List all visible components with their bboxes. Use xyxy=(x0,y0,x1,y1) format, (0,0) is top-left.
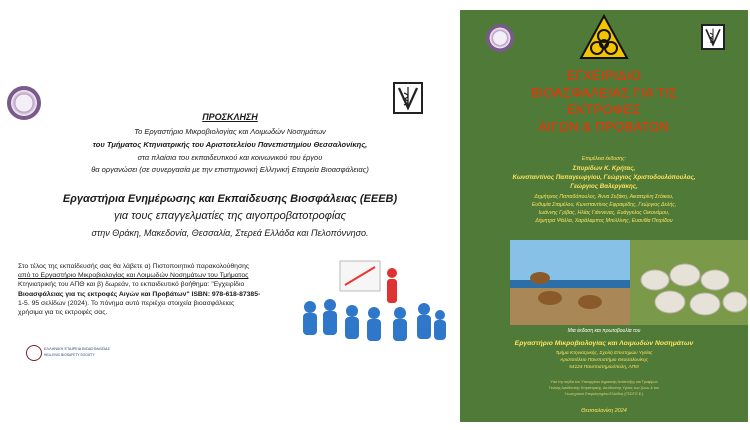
book-cover xyxy=(460,10,748,422)
cover-title-line-4: ΑΙΓΩΝ & ΠΡΟΒΑΤΩΝ xyxy=(538,119,670,134)
invitation-line-2: του Τμήματος Κτηνιατρικής του Αριστοτελείου Πανεπιστημίου Θεσσαλονίκης, xyxy=(92,140,368,149)
society-name-en: HELLENIC BIOSAFETY SOCIETY xyxy=(44,353,95,357)
editor-name: Κωνσταντίνος Παπαγεωργίου, Γεώργιος Χριστοδουλόπουλος, xyxy=(512,174,696,181)
goats-sheep-photo xyxy=(510,240,748,325)
authors-line: Δημήτριος Παπαδόπουλος, Άννα Σεξάκη, Αικατερίνη Στόικου, xyxy=(534,194,674,200)
body-line: 1-5. 95 σελίδων (2024). Το πόνημα αυτό περιέχει στοιχεία βιοασφάλειας xyxy=(18,299,235,307)
invitation-line-1: Το Εργαστήριο Μικροβιολογίας και Λοιμωδών Νοσημάτων xyxy=(134,127,326,136)
classroom-illustration xyxy=(300,255,448,345)
invitation-heading: ΠΡΟΣΚΛΗΣΗ xyxy=(202,112,258,122)
biohazard-small-icon xyxy=(26,345,42,361)
invitation-line-4: θα οργανώσει (σε συνεργασία με την επιστημονική Ελληνική Εταιρεία Βιοασφάλειας) xyxy=(91,165,369,174)
invitation-line-3: στα πλαίσια του εκπαιδευτικού και κοινωνικού του έργου xyxy=(137,153,323,162)
photo-caption: Μια έκδοση και πρωτοβουλία του xyxy=(567,328,641,334)
vet-school-logo-icon xyxy=(701,24,725,50)
body-line: Κτηνιατρικής του ΑΠΘ και β) δωρεάν, το εκπαιδευτικό βοήθημα: "Εγχειρίδιο xyxy=(18,281,245,289)
authors-line: Δήμητρα Ψάλλα, Χαράλαμπος Μπιλλίνης, Ευανθία Πετρίδου xyxy=(535,218,673,224)
biosafety-society-logo xyxy=(26,345,126,363)
funding-note: Γενικής Διεύθυνσης Κτηνιατρικής, Διεύθυνσης Υγείας των ζώων & του xyxy=(548,386,660,390)
city-year: Θεσσαλονίκη 2024 xyxy=(581,408,627,414)
cover-title-line-1: ΕΓΧΕΙΡΙΔΙΟ xyxy=(566,68,642,83)
body-line: Βιοασφάλειας για τις εκτροφές Αιγών και Προβάτων" ISBN: 978-618-87385- xyxy=(18,290,261,298)
lab-address: Τμήμα Κτηνιατρικής, Σχολή Επιστημών Υγείας xyxy=(555,351,653,356)
society-name: ΕΛΛΗΝΙΚΗ ΕΤΑΙΡΕΙΑ ΒΙΟΑΣΦΑΛΕΙΑΣ xyxy=(44,347,110,351)
body-line: χρήσιμα για τις εκτροφές σας. xyxy=(18,309,108,317)
vet-school-logo-icon xyxy=(393,82,423,114)
body-line: από το Εργαστήριο Μικροβιολογίας και Λοιμωδών Νοσημάτων του Τμήματος xyxy=(18,272,249,280)
university-seal-icon xyxy=(486,24,514,52)
biohazard-icon xyxy=(579,14,629,60)
funding-note: Υπό την αιγίδα του Υπουργείου Αγροτικής Ανάπτυξης και Τροφίμων xyxy=(550,380,658,384)
lab-name: Εργαστήριο Μικροβιολογίας και Λοιμωδών Νοσημάτων xyxy=(514,340,694,347)
workshop-regions: στην Θράκη, Μακεδονία, Θεσσαλία, Στερεά Ελλάδα και Πελοπόννησο. xyxy=(91,228,369,238)
authors-line: Ευθυμία Σταμέλου, Κωνσταντίνος Εφραιμίδης, Γεώργιος Δελής, xyxy=(531,202,677,208)
funding-note: Γεωτεχνικού Επιμελητηρίου Ελλάδος (ΓΕΩΤ.Ε.Ε.) xyxy=(564,392,644,396)
workshop-audience: για τους επαγγελματίες της αιγοπροβατοτροφίας xyxy=(113,210,347,222)
editor-name: Γεώργιος Βαλεργάκης, xyxy=(570,183,638,190)
cover-title-line-3: ΕΚΤΡΟΦΕΣ xyxy=(567,102,641,117)
editors-label: Επιμέλεια έκδοσης: xyxy=(581,156,627,162)
body-line: Στο τέλος της εκπαίδευσής σας θα λάβετε α) Πιστοποιητικό παρακολούθησης xyxy=(18,263,250,270)
certificate-paragraph xyxy=(18,262,296,317)
lab-address: Αριστοτέλειο Πανεπιστήμιο Θεσσαλονίκης xyxy=(560,358,648,363)
cover-title-line-2: ΒΙΟΑΣΦΑΛΕΙΑΣ ΓΙΑ ΤΙΣ xyxy=(530,85,678,100)
editor-name: Σπυρίδων Κ. Κρήτας, xyxy=(572,165,636,172)
authors-line: Ιωάννης Γρίβας, Ηλίας Γιάννενας, Ευάγγελος Οικονόμου, xyxy=(538,210,670,216)
lab-address: 54124 Πανεπιστημιούπολη, ΑΠΘ xyxy=(569,365,639,370)
workshop-title: Εργαστήρια Ενημέρωσης και Εκπαίδευσης Βιοσφάλειας (ΕΕΕΒ) xyxy=(62,193,398,205)
